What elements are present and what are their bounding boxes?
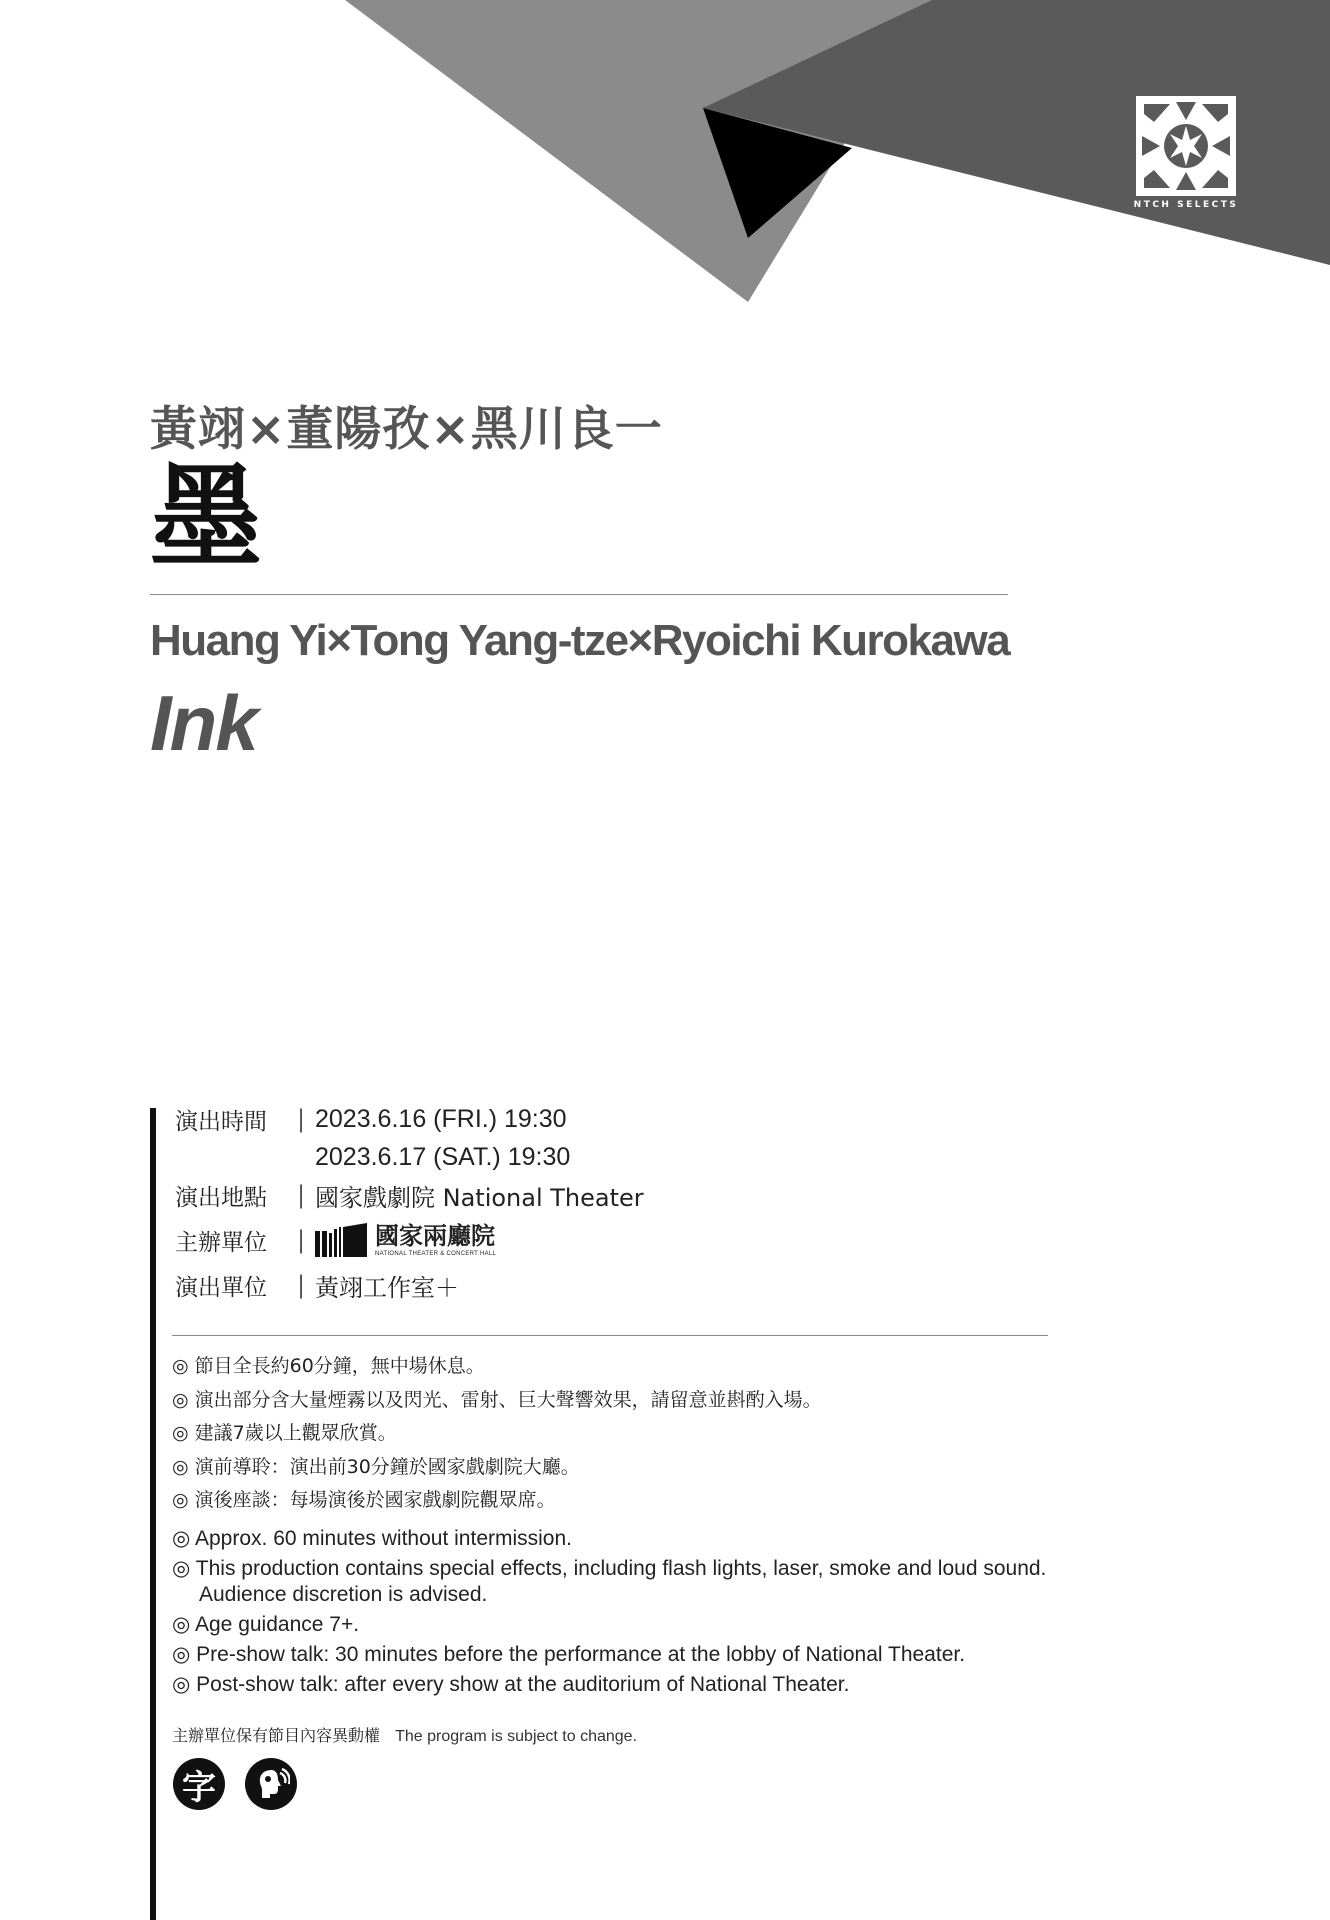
organizer-logo <box>315 1220 497 1257</box>
info-row-organizer <box>175 1214 644 1266</box>
info-row-venue <box>175 1176 644 1214</box>
work-title-chinese: 墨 <box>150 453 262 583</box>
note-en-4: ◎ Pre-show talk: 30 minutes before the performance at the lobby of National Theater. <box>172 1643 966 1666</box>
logo-caption: NTCH SELECTS <box>1133 200 1239 210</box>
note-en-5: ◎ Post-show talk: after every show at the auditorium of National Theater. <box>172 1673 850 1696</box>
note-zh-3: ◎ 建議7歲以上觀眾欣賞。 <box>172 1422 397 1444</box>
disclaimer-en: The program is subject to change. <box>395 1728 638 1745</box>
disclaimer <box>172 1723 637 1746</box>
info-row-performer <box>175 1266 644 1304</box>
side-bar <box>150 1108 156 1920</box>
note-en-3: ◎ Age guidance 7+. <box>172 1613 360 1636</box>
organizer-name-zh: 國家兩廳院 <box>375 1220 495 1250</box>
notes-chinese <box>172 1350 822 1518</box>
notes-divider <box>172 1335 1048 1336</box>
performance-info <box>175 1100 644 1304</box>
work-title-english: Ink <box>150 679 257 767</box>
separator: | <box>296 1181 306 1209</box>
venue-value: 國家戲劇院 National Theater <box>315 1183 644 1212</box>
organizer-name-en: NATIONAL THEATER & CONCERT HALL <box>375 1250 497 1257</box>
artists-english: Huang Yi×Tong Yang-tze×Ryoichi Kurokawa <box>150 616 1010 665</box>
organizer-label: 主辦單位 <box>175 1229 267 1256</box>
note-en-2: ◎ This production contains special effects, including flash lights, laser, smoke and loud sound. <box>172 1557 1047 1580</box>
note-zh-1: ◎ 節目全長約60分鐘，無中場休息。 <box>172 1355 485 1377</box>
title-divider <box>150 594 1008 595</box>
note-zh-2: ◎ 演出部分含大量煙霧以及閃光、雷射、巨大聲響效果，請留意並斟酌入場。 <box>172 1388 822 1411</box>
artists-chinese: 黃翊×董陽孜×黑川良一 <box>150 402 663 457</box>
time-value-1: 2023.6.16 (FRI.) 19:30 <box>315 1104 567 1133</box>
disclaimer-zh: 主辦單位保有節目內容異動權 <box>172 1726 381 1745</box>
note-zh-4: ◎ 演前導聆：演出前30分鐘於國家戲劇院大廳。 <box>172 1455 580 1478</box>
ntch-logo-icon <box>1136 96 1236 196</box>
separator: | <box>296 1271 306 1299</box>
performer-value: 黃翊工作室＋ <box>315 1273 459 1302</box>
venue-label: 演出地點 <box>175 1184 267 1211</box>
time-label: 演出時間 <box>175 1108 267 1135</box>
note-en-1: ◎ Approx. 60 minutes without intermission. <box>172 1527 573 1550</box>
info-row-time-2 <box>175 1138 644 1176</box>
time-value-2: 2023.6.17 (SAT.) 19:30 <box>315 1142 571 1171</box>
separator: | <box>296 1105 306 1133</box>
notes-english <box>172 1526 1046 1698</box>
ntch-building-icon <box>315 1223 367 1257</box>
audio-description-icon <box>245 1758 297 1810</box>
note-zh-5: ◎ 演後座談：每場演後於國家戲劇院觀眾席。 <box>172 1489 556 1511</box>
note-en-2-continued: Audience discretion is advised. <box>199 1583 488 1606</box>
info-row-time <box>175 1100 644 1138</box>
accessibility-badges <box>173 1758 297 1810</box>
subtitles-icon: 字 <box>173 1758 225 1810</box>
performer-label: 演出單位 <box>175 1274 267 1301</box>
separator: | <box>296 1226 306 1254</box>
